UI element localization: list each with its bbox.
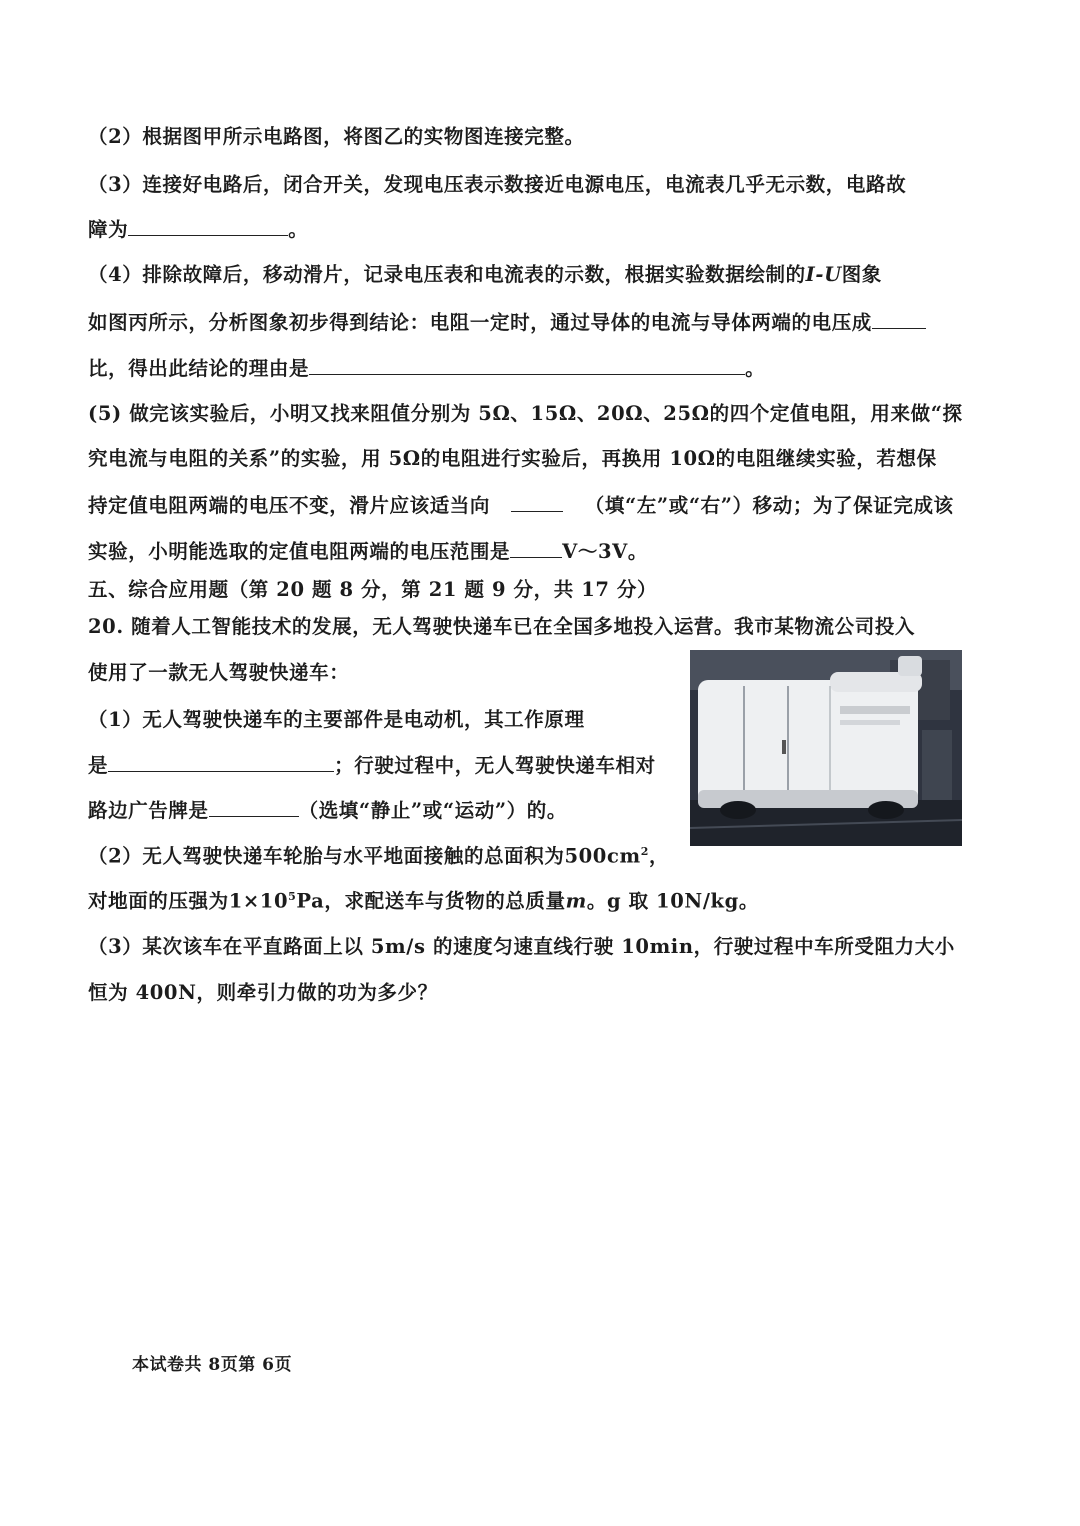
q20-1-text-b: ；行驶过程中，无人驾驶快递车相对 [334, 754, 656, 777]
q20-1-text-a: 是 [88, 754, 109, 777]
q20-1-text-d: （选填“静止”或“运动”）的。 [298, 799, 567, 822]
iu-symbol: I-U [805, 263, 842, 286]
q4-text-d: 比，得出此结论的理由是 [88, 357, 310, 380]
answer-blank[interactable] [209, 800, 299, 817]
q20-1-text-c: 路边广告牌是 [88, 799, 209, 822]
q5-text-d: V～3V。 [562, 540, 648, 563]
q20-3-line1: （3）某次该车在平直路面上以 5m/s 的速度匀速直线行驶 10min，行驶过程中车所受阻力大小 [88, 935, 955, 958]
q20-line2: 使用了一款无人驾驶快递车： [88, 661, 350, 684]
q5-text-a: 持定值电阻两端的电压不变，滑片应该适当向 [88, 494, 491, 517]
q3-line2 [88, 219, 308, 240]
answer-blank[interactable] [108, 755, 334, 772]
superscript: 2 [640, 845, 649, 858]
q20-2-text-d: Pa，求配送车与货物的总质量 [296, 889, 566, 913]
q4-line3 [88, 358, 765, 379]
q5-line1: (5) 做完该实验后，小明又找来阻值分别为 5Ω、15Ω、20Ω、25Ω的四个定值电阻，用来做“探 [88, 402, 963, 425]
superscript: 5 [288, 890, 297, 903]
q4-text-a: （4）排除故障后，移动滑片，记录电压表和电流表的示数，根据实验数据绘制的 [88, 263, 806, 286]
answer-blank[interactable] [511, 495, 563, 512]
q5-line2: 究电流与电阻的关系”的实验，用 5Ω的电阻进行实验后，再换用 10Ω的电阻继续实验，若想保 [88, 447, 937, 470]
q20-2-line2 [88, 891, 759, 911]
q20-2-text-e: 。g 取 10N/kg。 [586, 889, 759, 913]
q2-text: （2）根据图甲所示电路图，将图乙的实物图连接完整。 [88, 125, 585, 148]
q5-text-b: （填“左”或“右”）移动；为了保证完成该 [584, 494, 954, 517]
answer-blank[interactable] [872, 312, 926, 329]
q5-line3 [88, 495, 954, 516]
q20-3-line2: 恒为 400N，则牵引力做的功为多少？ [88, 981, 438, 1004]
mass-symbol: m [565, 889, 587, 913]
q4-text-c: 如图丙所示，分析图象初步得到结论：电阻一定时，通过导体的电流与导体两端的电压成 [88, 311, 872, 334]
delivery-vehicle-photo [690, 650, 962, 846]
q20-2-text-b: ， [648, 844, 670, 868]
q5-line4 [88, 541, 648, 562]
q20-2-line1 [88, 846, 669, 866]
q4-text-b: 图象 [841, 263, 882, 286]
q20-1-line3 [88, 800, 567, 821]
delivery-vehicle-icon [690, 650, 962, 846]
page-footer: 本试卷共 8页第 6页 [132, 1355, 292, 1375]
q20-1-line1: （1）无人驾驶快递车的主要部件是电动机，其工作原理 [88, 708, 585, 731]
q4-text-e: 。 [745, 357, 766, 380]
q4-line1 [88, 265, 882, 285]
q4-line2 [88, 312, 926, 333]
q5-text-c: 实验，小明能选取的定值电阻两端的电压范围是 [88, 540, 511, 563]
q3-text-a: 障为 [88, 218, 129, 241]
q3-text-b: 。 [288, 218, 309, 241]
answer-blank[interactable] [128, 219, 288, 236]
q20-2-text-a: （2）无人驾驶快递车轮胎与水平地面接触的总面积为500cm [88, 844, 641, 868]
q3-line1: （3）连接好电路后，闭合开关，发现电压表示数接近电源电压，电流表几乎无示数，电路故 [88, 173, 907, 196]
q20-2-text-c: 对地面的压强为1×10 [88, 889, 289, 913]
answer-blank[interactable] [510, 541, 562, 558]
section-heading: 五、综合应用题（第 20 题 8 分，第 21 题 9 分，共 17 分） [88, 578, 658, 601]
answer-blank[interactable] [309, 358, 745, 375]
q20-line1: 20. 随着人工智能技术的发展，无人驾驶快递车已在全国多地投入运营。我市某物流公司投入 [88, 615, 916, 638]
q20-1-line2 [88, 755, 656, 776]
